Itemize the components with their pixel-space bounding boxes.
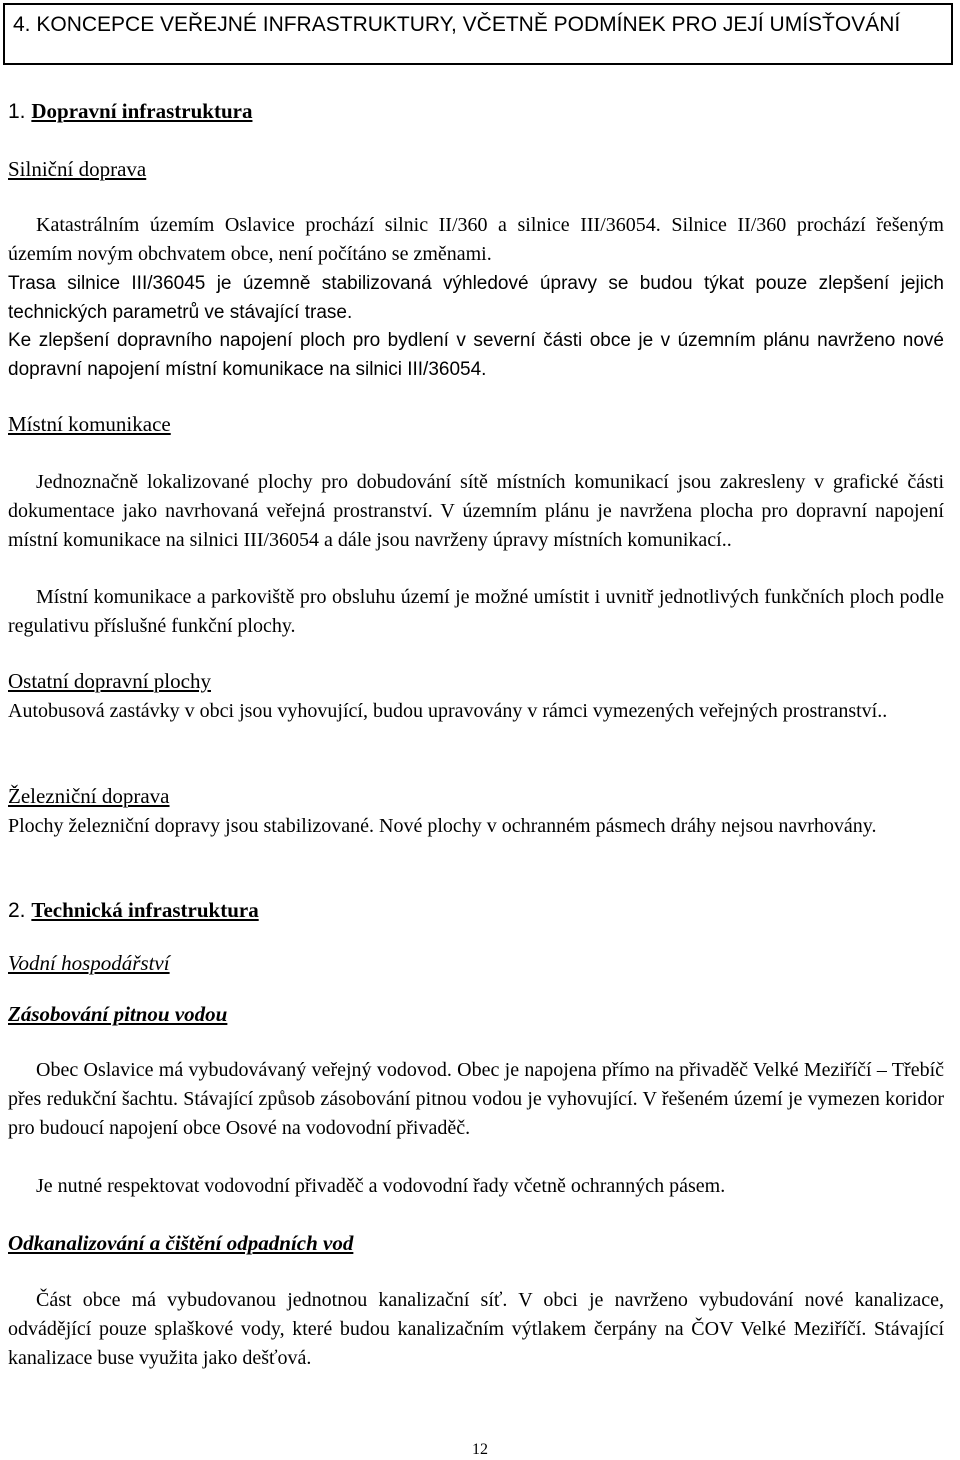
water-management-heading: Vodní hospodářství — [8, 951, 170, 975]
chapter-title-box — [3, 3, 953, 65]
chapter-title: 4. KONCEPCE VEŘEJNÉ INFRASTRUKTURY, VČETNĚ PODMÍNEK PRO JEJÍ UMÍSŤOVÁNÍ — [13, 13, 901, 36]
section-1-title: Dopravní infrastruktura — [31, 99, 253, 123]
local-roads-paragraph-1: Jednoznačně lokalizované plochy pro dobudování sítě místních komunikací jsou zakresleny v grafické části dokumentace jako navrhovaná veřejná prostranství. V územním plánu je navržena plocha pro dopravní napojení místní komunikace na silnici III/36054 a dále jsou navrženy úpravy místních komunikací.. — [8, 471, 944, 551]
water-supply-heading: Zásobování pitnou vodou — [8, 1002, 228, 1026]
sewage-paragraph: Část obce má vybudovanou jednotnou kanalizační síť. V obci je navrženo vybudování nové kanalizace, odvádějící pouze splaškové vody, které budou kanalizačním výtlakem čerpány na ČOV Velké Meziříčí. Stávající kanalizace buse využita jako dešťová. — [8, 1289, 944, 1369]
road-paragraph-2: Trasa silnice III/36045 je územně stabilizovaná výhledové úpravy se budou týkat pouze zlepšení jejich technických parametrů ve stávající trase. — [8, 273, 944, 323]
water-supply-paragraph-1: Obec Oslavice má vybudovávaný veřejný vodovod. Obec je napojena přímo na přivaděč Velké Meziříčí – Třebíč přes redukční šachtu. Stávající způsob zásobování pitnou vodou je vyhovující. V řešeném území je vymezen koridor pro budoucí napojení obce Osové na vodovodní přivaděč. — [8, 1059, 944, 1139]
railway-heading: Železniční doprava — [8, 784, 170, 808]
section-1-number: 1. — [8, 100, 26, 123]
other-transport-paragraph: Autobusová zastávky v obci jsou vyhovující, budou upravovány v rámci vymezených veřejných prostranství.. — [8, 700, 888, 722]
section-2-heading — [8, 897, 259, 924]
section-2-number: 2. — [8, 899, 26, 922]
water-supply-paragraph-2: Je nutné respektovat vodovodní přivaděč a vodovodní řady včetně ochranných pásem. — [36, 1175, 726, 1197]
railway-paragraph: Plochy železniční dopravy jsou stabilizované. Nové plochy v ochranném pásmech dráhy nejsou navrhovány. — [8, 815, 877, 837]
road-transport-heading: Silniční doprava — [8, 157, 147, 181]
section-2-title: Technická infrastruktura — [31, 898, 259, 922]
sewage-heading: Odkanalizování a čištění odpadních vod — [8, 1231, 354, 1255]
other-transport-heading: Ostatní dopravní plochy — [8, 669, 211, 693]
page-number: 12 — [472, 1441, 488, 1458]
section-1-heading — [8, 98, 252, 125]
local-roads-heading: Místní komunikace — [8, 412, 171, 436]
road-paragraph-3: Ke zlepšení dopravního napojení ploch pro bydlení v severní části obce je v územním plánu navrženo nové dopravní napojení místní komunikace na silnici III/36054. — [8, 330, 944, 380]
road-paragraph-1: Katastrálním územím Oslavice prochází silnic II/360 a silnice III/36054. Silnice II/360 prochází řešeným územím novým obchvatem obce, není počítáno se změnami. — [8, 214, 944, 265]
local-roads-paragraph-2: Místní komunikace a parkoviště pro obsluhu území je možné umístit i uvnitř jednotlivých funkčních ploch podle regulativu příslušné funkční plochy. — [8, 586, 944, 637]
